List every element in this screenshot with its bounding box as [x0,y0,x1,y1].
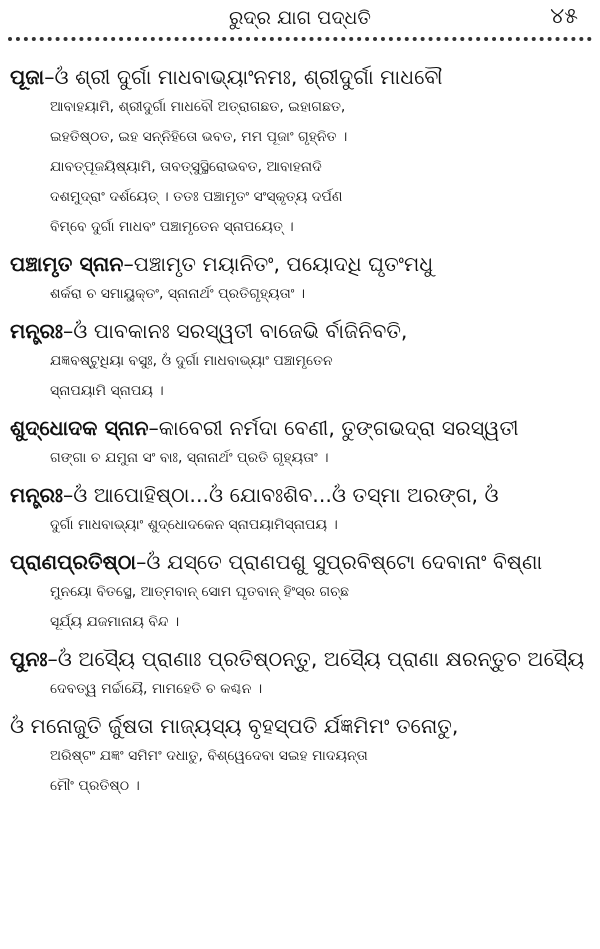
text-line: ବିମ୍ବେ ଦୁର୍ଗା ମାଧବଂ ପଞ୍ଚାମୃତେନ ସ୍ନାପୟେତ୍ । [50,219,294,235]
section-term: ମନ୍ତ୍ରଃ [10,319,63,343]
text-line: ଗଙ୍ଗା ଚ ଯମୁନା ସଂ ବାଃ, ସ୍ନାନାର୍ଥଂ ପ୍ରତି ଗୃହ୍ୟତାଂ । [50,450,329,466]
text-line: ସ୍ନାପୟାମି ସ୍ନାପୟ । [50,383,164,399]
text-line [10,480,590,510]
panchamrita-snana-section [10,249,590,309]
section-term: ଶୁଦ୍ଧୋଦକ ସ୍ନାନ [10,416,149,440]
shuddhodaka-snana-section [10,413,590,473]
line-text: –ଓଁ ଯସ୍ତେ ପ୍ରାଣପଶୁ ସୁପ୍ରବିଷ୍ଟୋ ଦେବାନାଂ ବିଷ୍ଣା [136,550,543,574]
text-line [10,62,590,92]
line-text: –ଓଁ ଅସ୍ୟୈ ପ୍ରାଣାଃ ପ୍ରତିଷ୍ଠନ୍ତୁ, ଅସ୍ୟୈ ପ୍ରାଣା କ୍ଷରନ୍ତୁଚ ଅସ୍ୟୈ [47,647,585,671]
text-line: ଇହତିଷ୍ଠତ, ଇହ ସନ୍ନିହିତୋ ଭବତ, ମମ ପୂଜାଂ ଗୃହ୍ନିତ । [50,129,348,145]
text-line: ଅରିଷ୍ଟଂ ଯଜ୍ଞଂ ସମିମଂ ଦଧାତୁ, ବିଶ୍ୱେଦେବା ସଇହ ମାଦୟନ୍ତା [50,748,368,764]
section-term: ପୂଜା [10,65,45,89]
punah-section [10,644,590,704]
text-line: ଯଜ୍ଞବଷ୍ଟୁଧିୟା ବସୁଃ, ଓଁ ଦୁର୍ଗା ମାଧବାଭ୍ୟାଂ ପଞ୍ଚାମୃତେନ [50,353,333,369]
text-line [10,547,590,577]
header-dotted-rule [8,37,592,41]
section-term: ପ୍ରାଣପ୍ରତିଷ୍ଠା [10,550,137,574]
page-body [10,62,590,808]
section-term: ପୁନଃ [10,647,48,671]
text-line: ମୁନୟୋ ବିତସ୍ଥେ, ଆତ୍ମବାନ୍ ସୋମ ଘୃତବାନ୍ ହିଂସ୍ର ଗଚ୍ଛ [50,584,349,600]
page-number: ୪୫ [550,4,578,29]
line-text: –ଓଁ ଶ୍ରୀ ଦୁର୍ଗା ମାଧବାଭ୍ୟାଂନମଃ, ଶ୍ରୀଦୁର୍ଗା ମାଧବୌ [44,65,443,89]
line-text: –ଓଁ ପାବକାନଃ ସରସ୍ୱତୀ ବାଜେଭି ର୍ବାଜିନିବତି, [62,319,408,343]
puja-section [10,62,590,242]
prana-pratishtha-section [10,547,590,637]
text-line [10,316,590,346]
running-header [0,4,600,34]
text-line: ମୌଂ ପ୍ରତିଷ୍ଠ । [50,778,140,794]
text-line: ଯାବତ୍ପୂଜୟିଷ୍ୟାମି, ତାବତ୍ସୁସ୍ଥିରୋଭବତ, ଆବାହନାଦି [50,159,322,175]
text-line [10,249,590,279]
mantra-section [10,480,590,540]
text-line: ସୂର୍ଯ୍ୟ ଯଜମାନାୟ ବିନ୍ଦ । [50,614,180,630]
closing-mantra-section [10,711,590,801]
text-line: ଦୁର୍ଗା ମାଧବାଭ୍ୟାଂ ଶୁଦ୍ଧୋଦକେନ ସ୍ନାପୟାମିସ୍ନାପୟ । [50,517,338,533]
mantra-section [10,316,590,406]
section-term: ମନ୍ତ୍ରଃ [10,483,63,507]
text-line: ଦଶମୁଦ୍ରାଂ ଦର୍ଶୟେତ୍ । ତତଃ ପଞ୍ଚାମୃତଂ ସଂସ୍କୃତ୍ୟ ଦର୍ପଣ [50,189,343,205]
section-term: ପଞ୍ଚାମୃତ ସ୍ନାନ [10,252,124,276]
line-text: –କାବେରୀ ନର୍ମଦା ବେଣୀ, ତୁଙ୍ଗଭଦ୍ରା ସରସ୍ୱତୀ [148,416,519,440]
text-line [10,413,590,443]
text-line [10,644,590,674]
text-line: ଶର୍କରା ଚ ସମାୟୁକ୍ତଂ, ସ୍ନାନାର୍ଥଂ ପ୍ରତିଗୃହ୍ୟତାଂ । [50,286,306,302]
text-line: ଓଁ ମନୋଜୁତି ର୍ଜୁଷତା ମାଜ୍ୟସ୍ୟ ବୃହସ୍ପତି ର୍ଯଜ୍ଞମିମଂ ତନୋତୁ, [10,714,459,738]
line-text: –ଓଁ ଆପୋହିଷ୍ଠା...ଓଁ ଯୋବଃଶିବ...ଓଁ ତସ୍ମା ଅରଙ୍ଗ, ଓଁ [62,483,499,507]
line-text: –ପଞ୍ଚାମୃତ ମୟାନିତଂ, ପୟୋଦଧି ଘୃତଂମଧୁ [123,252,434,276]
running-title: ରୁଦ୍ର ଯାଗ ପଦ୍ଧତି [229,7,371,29]
text-line: ଦେବତ୍ୱ ମର୍ଚ୍ଚାୟୈ, ମାମହେତି ଚ କଶ୍ଚନ । [50,681,263,697]
text-line: ଆବାହୟାମି, ଶ୍ରୀଦୁର୍ଗା ମାଧବୌ ଅତ୍ରାଗଛତ, ଇହାଗଛତ, [50,99,346,115]
